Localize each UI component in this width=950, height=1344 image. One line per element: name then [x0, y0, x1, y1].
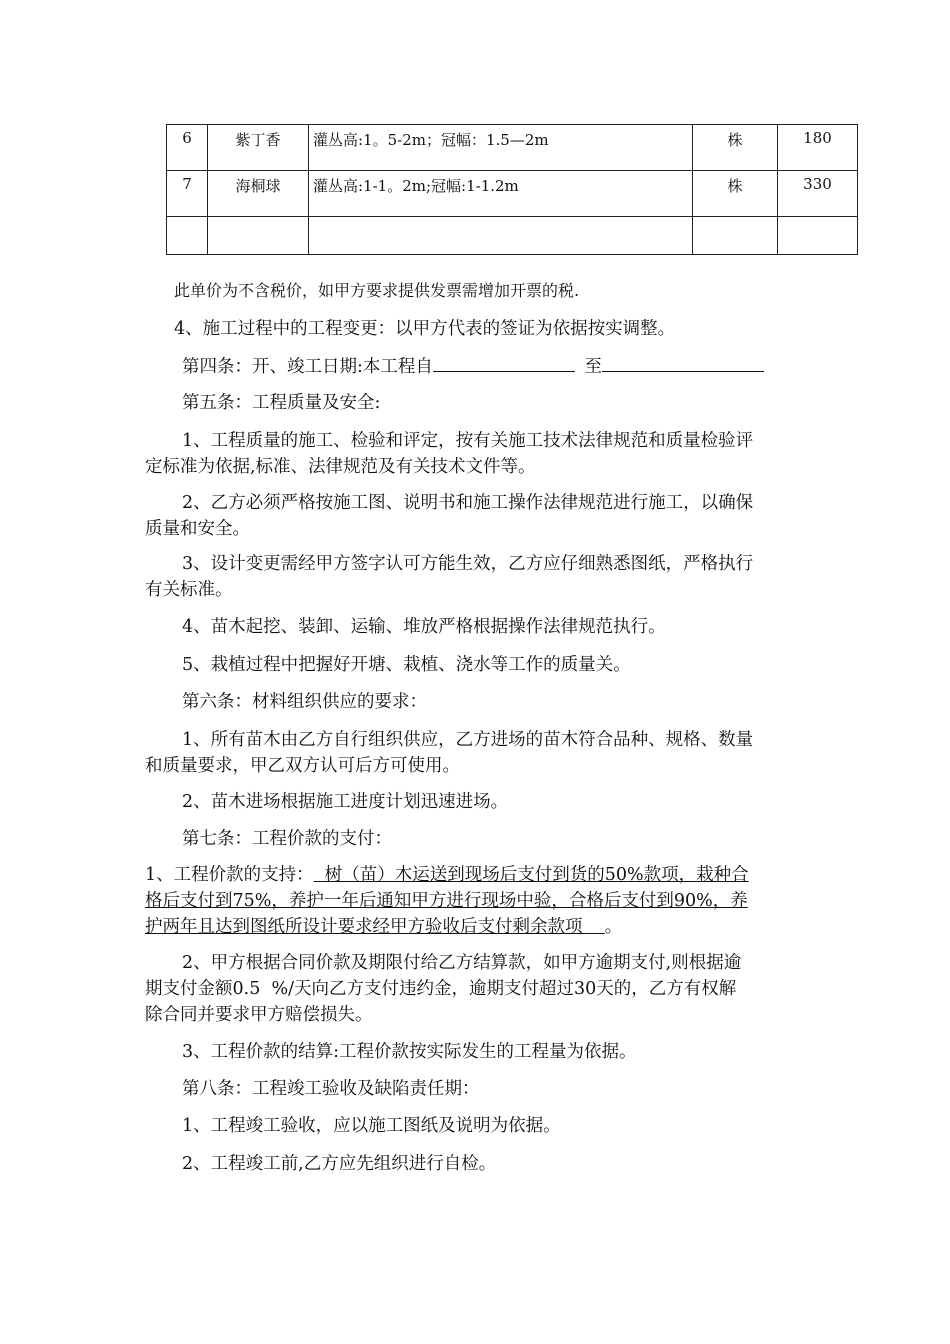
row-number	[167, 217, 208, 255]
article-5-1-line2: 定标准为依据,标准、法律规范及有关技术文件等。	[145, 457, 536, 477]
table-row	[167, 171, 858, 217]
payment-terms-line1: 树（苗）木运送到现场后支付到货的50%款项，栽种合	[313, 865, 749, 885]
article-7-1-line3	[145, 914, 805, 940]
article-7-1-line2	[145, 888, 805, 914]
end-date-blank	[602, 353, 764, 372]
start-date-blank	[433, 353, 575, 372]
row-number: 6	[167, 125, 208, 171]
article-5-3-line1: 3、设计变更需经甲方签字认可方能生效，乙方应仔细熟悉图纸，严格执行	[182, 554, 754, 574]
plant-name: 紫丁香	[208, 125, 309, 171]
plant-unit: 株	[693, 125, 778, 171]
article-6-1-line1: 1、所有苗木由乙方自行组织供应，乙方进场的苗木符合品种、规格、数量	[182, 730, 754, 750]
plant-quantity: 330	[778, 171, 858, 217]
row-number: 7	[167, 171, 208, 217]
article-7-title: 第七条：工程价款的支付：	[182, 829, 392, 849]
plant-table	[166, 124, 858, 255]
article-7-1-line1	[145, 862, 805, 888]
plant-spec: 灌丛高:1。5-2m；冠幅：1.5—2m	[309, 125, 693, 171]
payment-terms-line2: 格后支付到75%，养护一年后通知甲方进行现场中验，合格后支付到90%，养	[145, 891, 748, 911]
article-8-2: 2、工程竣工前,乙方应先组织进行自检。	[182, 1154, 497, 1174]
article-5-5: 5、栽植过程中把握好开塘、栽植、浇水等工作的质量关。	[182, 655, 631, 675]
plant-name	[208, 217, 309, 255]
article-8-title: 第八条：工程竣工验收及缺陷责任期：	[182, 1079, 480, 1099]
plant-name: 海桐球	[208, 171, 309, 217]
article-4	[182, 353, 842, 380]
article-8-1: 1、工程竣工验收，应以施工图纸及说明为依据。	[182, 1116, 561, 1136]
payment-terms-end: 。	[604, 917, 623, 937]
plant-quantity	[778, 217, 858, 255]
plant-unit	[693, 217, 778, 255]
change-clause: 4、施工过程中的工程变更：以甲方代表的签证为依据按实调整。	[174, 319, 676, 339]
article-5-2-line1: 2、乙方必须严格按施工图、说明书和施工操作法律规范进行施工，以确保	[182, 493, 754, 513]
article-4-text: 第四条：开、竣工日期:本工程自	[182, 357, 433, 377]
plant-spec: 灌丛高:1-1。2m;冠幅:1-1.2m	[309, 171, 693, 217]
plant-quantity: 180	[778, 125, 858, 171]
payment-terms-line3: 护两年且达到图纸所设计要求经甲方验收后支付剩余款项	[145, 917, 605, 937]
tax-note: 此单价为不含税价，如甲方要求提供发票需增加开票的税.	[174, 281, 580, 300]
article-7-1-prefix: 1、工程价款的支持：	[145, 865, 314, 885]
article-5-2-line2: 质量和安全。	[145, 519, 250, 539]
article-5-3-line2: 有关标准。	[145, 580, 233, 600]
article-5-4: 4、苗木起挖、装卸、运输、堆放严格根据操作法律规范执行。	[182, 617, 666, 637]
article-5-title: 第五条：工程质量及安全:	[182, 393, 381, 413]
table-row	[167, 217, 858, 255]
table-row	[167, 125, 858, 171]
plant-spec	[309, 217, 693, 255]
article-7-2-line2: 期支付金额0.5 %/天向乙方支付违约金，逾期支付超过30天的，乙方有权解	[145, 979, 737, 999]
article-7-2-line3: 除合同并要求甲方赔偿损失。	[145, 1005, 373, 1025]
article-7-3: 3、工程价款的结算:工程价款按实际发生的工程量为依据。	[182, 1042, 637, 1062]
article-7-2-line1: 2、甲方根据合同价款及期限付给乙方结算款，如甲方逾期支付,则根据逾	[182, 953, 742, 973]
article-6-1-line2: 和质量要求，甲乙双方认可后方可使用。	[145, 756, 460, 776]
plant-unit: 株	[693, 171, 778, 217]
article-4-to: 至	[584, 357, 602, 377]
article-5-1-line1: 1、工程质量的施工、检验和评定，按有关施工技术法律规范和质量检验评	[182, 431, 754, 451]
article-6-title: 第六条：材料组织供应的要求：	[182, 692, 427, 712]
article-6-2: 2、苗木进场根据施工进度计划迅速进场。	[182, 792, 509, 812]
